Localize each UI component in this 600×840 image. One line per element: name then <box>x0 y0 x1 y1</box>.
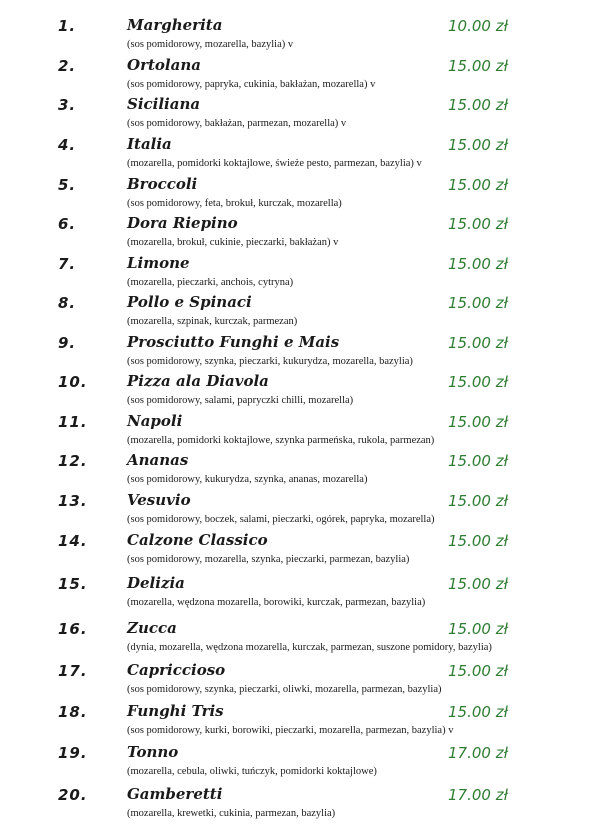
item-name: Pollo e Spinaci <box>127 293 252 311</box>
item-number: 19. <box>58 744 88 762</box>
item-name: Broccoli <box>127 175 198 193</box>
item-price: 15.00 zł <box>448 294 508 312</box>
item-price: 15.00 zł <box>448 255 508 273</box>
item-number: 20. <box>58 786 88 804</box>
item-price: 15.00 zł <box>448 373 508 391</box>
menu-item <box>0 57 600 97</box>
menu-item <box>0 294 600 334</box>
item-name: Limone <box>127 254 190 272</box>
item-description: (mozarella, pomidorki koktajlowe, szynka parmeńska, rukola, parmezan) <box>127 435 435 446</box>
item-price: 15.00 zł <box>448 136 508 154</box>
menu-item <box>0 215 600 255</box>
item-number: 4. <box>58 136 77 154</box>
item-name: Gamberetti <box>127 785 223 803</box>
item-number: 14. <box>58 532 88 550</box>
item-number: 3. <box>58 96 77 114</box>
item-number: 1. <box>58 17 77 35</box>
item-name: Zucca <box>127 619 177 637</box>
item-name: Prosciutto Funghi e Mais <box>127 333 340 351</box>
item-price: 17.00 zł <box>448 786 508 804</box>
item-price: 15.00 zł <box>448 452 508 470</box>
menu-item <box>0 620 600 660</box>
menu-item <box>0 744 600 784</box>
item-price: 15.00 zł <box>448 96 508 114</box>
item-description: (mozarella, krewetki, cukinia, parmezan, bazylia) <box>127 808 336 819</box>
item-number: 11. <box>58 413 88 431</box>
item-name: Dora Riepino <box>127 214 238 232</box>
item-name: Funghi Tris <box>127 702 224 720</box>
item-price: 15.00 zł <box>448 413 508 431</box>
item-description: (sos pomidorowy, papryka, cukinia, bakłażan, mozarella) v <box>127 79 376 90</box>
item-description: (sos pomidorowy, feta, brokuł, kurczak, mozarella) <box>127 198 342 209</box>
item-name: Italia <box>127 135 172 153</box>
menu-item <box>0 255 600 295</box>
item-name: Tonno <box>127 743 179 761</box>
item-price: 15.00 zł <box>448 492 508 510</box>
item-description: (dynia, mozarella, wędzona mozarella, kurczak, parmezan, suszone pomidory, bazylia) <box>127 642 492 653</box>
item-name: Margherita <box>127 16 223 34</box>
item-description: (sos pomidorowy, kurki, borowiki, pieczarki, mozarella, parmezan, bazylia) v <box>127 725 454 736</box>
item-number: 17. <box>58 662 88 680</box>
item-description: (sos pomidorowy, szynka, pieczarki, kukurydza, mozarella, bazylia) <box>127 356 413 367</box>
menu-item <box>0 413 600 453</box>
menu-item <box>0 452 600 492</box>
item-description: (mozarella, pomidorki koktajlowe, świeże pesto, parmezan, bazylia) v <box>127 158 422 169</box>
menu-item <box>0 786 600 826</box>
item-name: Siciliana <box>127 95 201 113</box>
item-price: 17.00 zł <box>448 744 508 762</box>
menu-item <box>0 662 600 702</box>
item-number: 12. <box>58 452 88 470</box>
menu-item <box>0 575 600 615</box>
item-name: Ortolana <box>127 56 201 74</box>
item-number: 10. <box>58 373 88 391</box>
item-price: 15.00 zł <box>448 57 508 75</box>
menu-item <box>0 96 600 136</box>
item-description: (mozarella, cebula, oliwki, tuńczyk, pomidorki koktajlowe) <box>127 766 377 777</box>
menu-item <box>0 136 600 176</box>
item-number: 15. <box>58 575 88 593</box>
item-description: (mozarella, pieczarki, anchois, cytryna) <box>127 277 294 288</box>
menu-item <box>0 373 600 413</box>
item-description: (sos pomidorowy, bakłażan, parmezan, mozarella) v <box>127 118 347 129</box>
item-name: Delizia <box>127 574 185 592</box>
item-description: (mozarella, wędzona mozarella, borowiki, kurczak, parmezan, bazylia) <box>127 597 426 608</box>
item-description: (sos pomidorowy, boczek, salami, pieczarki, ogórek, papryka, mozarella) <box>127 514 435 525</box>
item-description: (sos pomidorowy, mozarella, szynka, pieczarki, parmezan, bazylia) <box>127 554 410 565</box>
item-description: (sos pomidorowy, szynka, pieczarki, oliwki, mozarella, parmezan, bazylia) <box>127 684 442 695</box>
item-description: (mozarella, szpinak, kurczak, parmezan) <box>127 316 298 327</box>
item-number: 7. <box>58 255 77 273</box>
item-number: 16. <box>58 620 88 638</box>
menu-item <box>0 532 600 572</box>
item-description: (sos pomidorowy, salami, papryczki chilli, mozarella) <box>127 395 354 406</box>
item-price: 15.00 zł <box>448 575 508 593</box>
menu-item <box>0 492 600 532</box>
menu-item <box>0 17 600 57</box>
item-description: (sos pomidorowy, kukurydza, szynka, ananas, mozarella) <box>127 474 368 485</box>
menu-item <box>0 703 600 743</box>
item-description: (mozarella, brokuł, cukinie, pieczarki, bakłażan) v <box>127 237 339 248</box>
item-price: 15.00 zł <box>448 620 508 638</box>
item-price: 10.00 zł <box>448 17 508 35</box>
item-price: 15.00 zł <box>448 176 508 194</box>
item-name: Pizza ala Diavola <box>127 372 269 390</box>
item-name: Ananas <box>127 451 189 469</box>
item-name: Calzone Classico <box>127 531 268 549</box>
item-price: 15.00 zł <box>448 532 508 550</box>
item-number: 9. <box>58 334 77 352</box>
item-name: Napoli <box>127 412 183 430</box>
item-number: 6. <box>58 215 77 233</box>
item-number: 13. <box>58 492 88 510</box>
item-price: 15.00 zł <box>448 334 508 352</box>
item-price: 15.00 zł <box>448 703 508 721</box>
item-price: 15.00 zł <box>448 662 508 680</box>
item-description: (sos pomidorowy, mozarella, bazylia) v <box>127 39 294 50</box>
item-name: Capriccioso <box>127 661 226 679</box>
menu-item <box>0 334 600 374</box>
item-number: 5. <box>58 176 77 194</box>
menu-item <box>0 176 600 216</box>
item-number: 2. <box>58 57 77 75</box>
item-number: 8. <box>58 294 77 312</box>
item-name: Vesuvio <box>127 491 191 509</box>
item-price: 15.00 zł <box>448 215 508 233</box>
item-number: 18. <box>58 703 88 721</box>
